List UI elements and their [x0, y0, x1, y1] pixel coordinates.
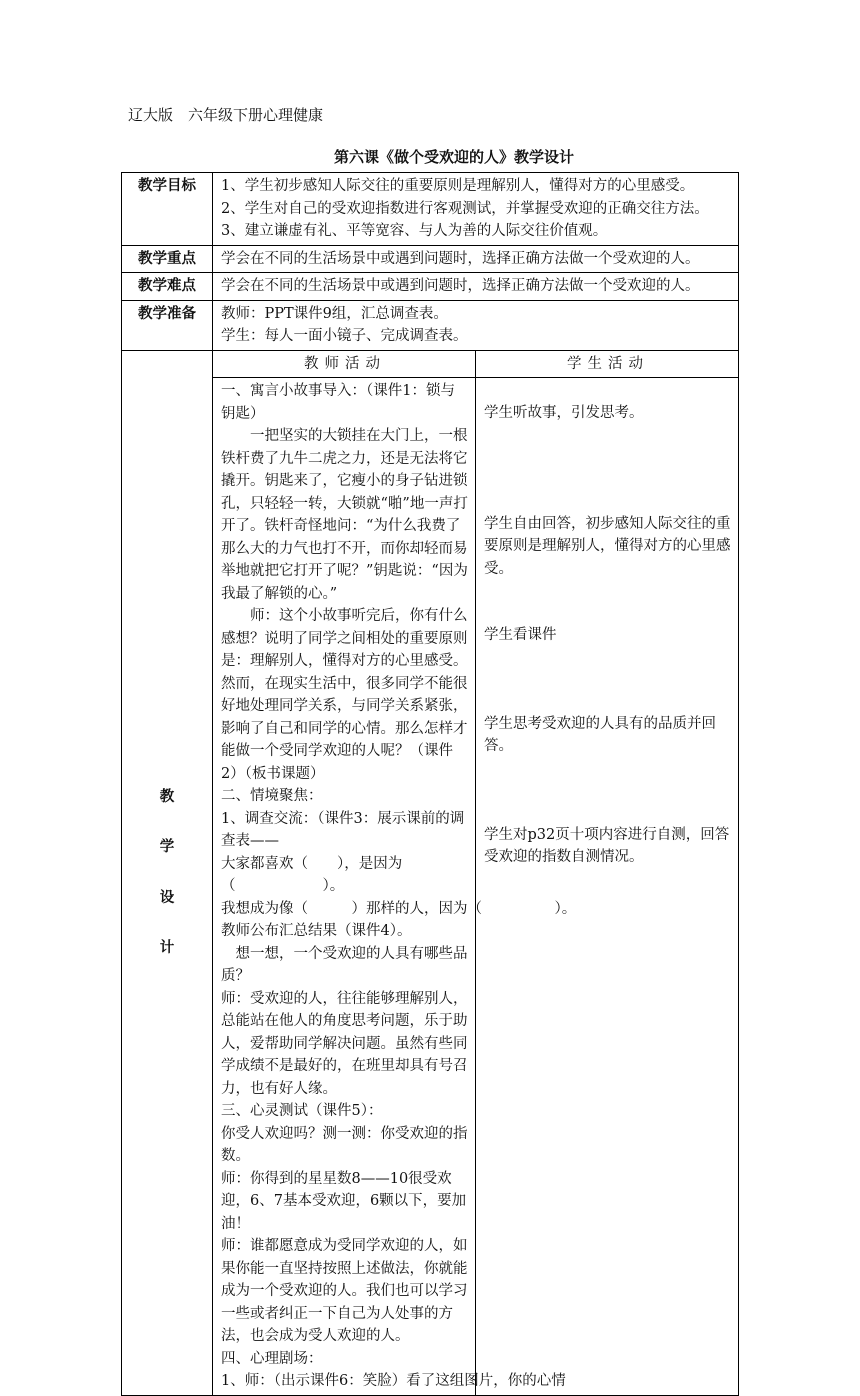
student-activity-4: 学生思考受欢迎的人具有的品质并回答。 [484, 715, 716, 754]
table-row-activity-header [122, 350, 739, 378]
side-char-2: 学 [159, 838, 175, 855]
survey-line-3: 我想成为像（ ）那样的人，因为（ ）。 [221, 900, 577, 917]
theater-line-1: 1、师：（出示课件6：笑脸）看了这组图片，你的心情 [221, 1373, 566, 1389]
survey-line-2: 大家都喜欢（ ），是因为（ ）。 [221, 855, 403, 894]
side-char-3: 设 [159, 888, 175, 906]
key-label: 教学重点 [122, 245, 213, 273]
lesson-plan-table [121, 172, 739, 1396]
teacher-discussion-1: 师：这个小故事听完后，你有什么感想？说明了同学之间相处的重要原则是：理解别人，懂得对方的心里感受。然而，在现实生活中，很多同学不能很好地处理同学关系，与同学关系紧张，影响了自己和同学的心情。那么怎样才能做一个受同学欢迎的人呢？（课件2）（板书课题） [221, 608, 468, 782]
test-line-3: 师：谁都愿意成为受同学欢迎的人，如果你能一直坚持按照上述做法，你就能成为一个受欢迎的人。我们也可以学习一些或者纠正一下自己为人处事的方法，也会成为受人欢迎的人。 [221, 1238, 468, 1344]
key-content: 学会在不同的生活场景中或遇到问题时，选择正确方法做一个受欢迎的人。 [213, 245, 739, 273]
teacher-activity-header: 教师活动 [213, 350, 476, 378]
student-activities [476, 378, 739, 1396]
survey-line-4: 教师公布汇总结果（课件4）。 [221, 923, 412, 939]
goals-content [213, 173, 739, 246]
student-activity-header: 学生活动 [476, 350, 739, 378]
story-text: 一把坚实的大锁挂在大门上，一根铁杆费了九牛二虎之力，还是无法将它撬开。钥匙来了，它瘦小的身子钻进锁孔，只轻轻一转，大锁就“啪”地一声打开了。铁杆奇怪地问：“为什么我费了那么大的力气也打不开，而你却轻而易举地就把它打开了呢？”钥匙说：“因为我最了解锁的心。” [221, 428, 468, 602]
prep-teacher: 教师：PPT课件9组，汇总调查表。 [221, 305, 448, 322]
prep-label: 教学准备 [122, 300, 213, 350]
difficulty-label: 教学难点 [122, 273, 213, 301]
prep-student: 学生：每人一面小镜子、完成调查表。 [221, 328, 468, 344]
think-question: 想一想，一个受欢迎的人具有哪些品质？ [221, 945, 468, 984]
section-4-title: 四、心理剧场： [221, 1350, 323, 1367]
side-char-4: 计 [159, 939, 175, 956]
goal-3: 3、建立谦虚有礼、平等宽容、与人为善的人际交往价值观。 [221, 223, 608, 239]
student-activity-2: 学生自由回答，初步感知人际交往的重要原则是理解别人，懂得对方的心里感受。 [484, 515, 731, 577]
goal-1: 1、学生初步感知人际交往的重要原则是理解别人，懂得对方的心里感受。 [221, 178, 695, 194]
side-char-1: 教 [159, 787, 175, 805]
student-activity-1: 学生听故事，引发思考。 [484, 405, 644, 421]
table-row-key [122, 245, 739, 273]
document-header: 辽大版 六年级下册心理健康 [128, 106, 324, 124]
table-row-goals [122, 173, 739, 246]
student-activity-3: 学生看课件 [484, 627, 557, 643]
test-line-1: 你受人欢迎吗？测一测：你受欢迎的指数。 [221, 1125, 468, 1164]
test-line-2: 师：你得到的星星数8——10很受欢迎，6、7基本受欢迎，6颗以下，要加油！ [221, 1170, 467, 1232]
table-row-difficulty [122, 273, 739, 301]
section-1-title: 一、寓言小故事导入：（课件1：锁与钥匙） [221, 383, 455, 422]
table-row-prep [122, 300, 739, 350]
difficulty-content: 学会在不同的生活场景中或遇到问题时，选择正确方法做一个受欢迎的人。 [213, 273, 739, 301]
goal-2: 2、学生对自己的受欢迎指数进行客观测试，并掌握受欢迎的正确交往方法。 [221, 200, 709, 217]
section-3-title: 三、心灵测试（课件5）： [221, 1103, 383, 1119]
survey-line-1: 1、调查交流：（课件3：展示课前的调查表—— [221, 810, 465, 849]
student-activity-5: 学生对p32页十项内容进行自测，回答受欢迎的指数自测情况。 [484, 826, 730, 865]
goals-label: 教学目标 [122, 173, 213, 246]
teacher-discussion-2: 师：受欢迎的人，往往能够理解别人，总能站在他人的角度思考问题，乐于助人，爱帮助同学解决问题。虽然有些同学成绩不是最好的，在班里却具有号召力，也有好人缘。 [221, 990, 468, 1097]
page-title: 第六课《做个受欢迎的人》教学设计 [333, 148, 574, 166]
table-row-activities [122, 378, 739, 1396]
prep-content [213, 300, 739, 350]
design-side-label [122, 350, 213, 1395]
section-2-title: 二、情境聚焦： [221, 788, 323, 804]
